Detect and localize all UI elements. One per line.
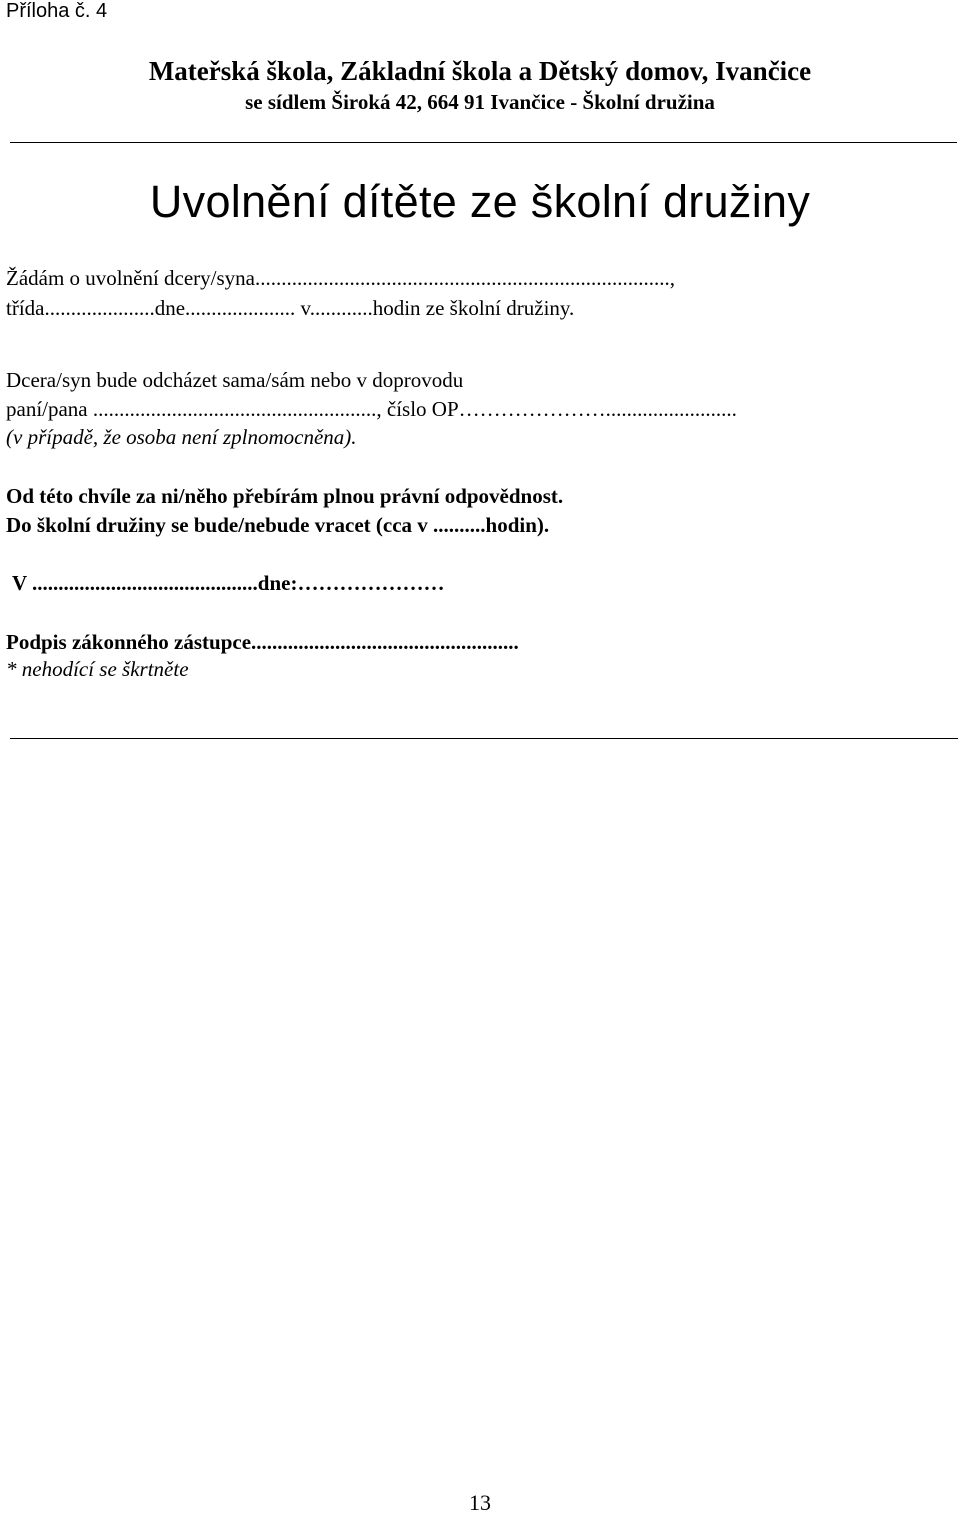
return-statement: Do školní družiny se bude/nebude vracet (cca v ..........hodin). (6, 513, 550, 537)
signature-field: Podpis zákonného zástupce................................................... (6, 630, 519, 654)
footer-divider (10, 738, 958, 739)
place-date-field: V ...........................................dne:………………… (12, 571, 445, 595)
escort-line-1: Dcera/syn bude odcházet sama/sám nebo v doprovodu (6, 368, 464, 392)
footnote: * nehodící se škrtněte (6, 657, 189, 681)
escort-line-2: paní/pana ......................................................, číslo OP…………………......................... (6, 397, 737, 421)
organization-name: Mateřská škola, Základní škola a Dětský domov, Ivančice (148, 56, 812, 86)
escort-note: (v případě, že osoba není zplnomocněna). (6, 425, 357, 449)
responsibility-statement: Od této chvíle za ni/něho přebírám plnou právní odpovědnost. (6, 484, 564, 508)
page-number: 13 (469, 1490, 491, 1515)
organization-address: se sídlem Široká 42, 664 91 Ivančice - Školní družina (245, 90, 715, 114)
header-divider (10, 142, 957, 143)
attachment-label: Příloha č. 4 (6, 0, 108, 22)
request-line-2: třída.....................dne..................... v............hodin ze školní družiny. (6, 296, 575, 320)
request-line-1: Žádám o uvolnění dcery/syna..............................................................................., (6, 266, 676, 290)
document-title: Uvolnění dítěte ze školní družiny (149, 176, 811, 227)
